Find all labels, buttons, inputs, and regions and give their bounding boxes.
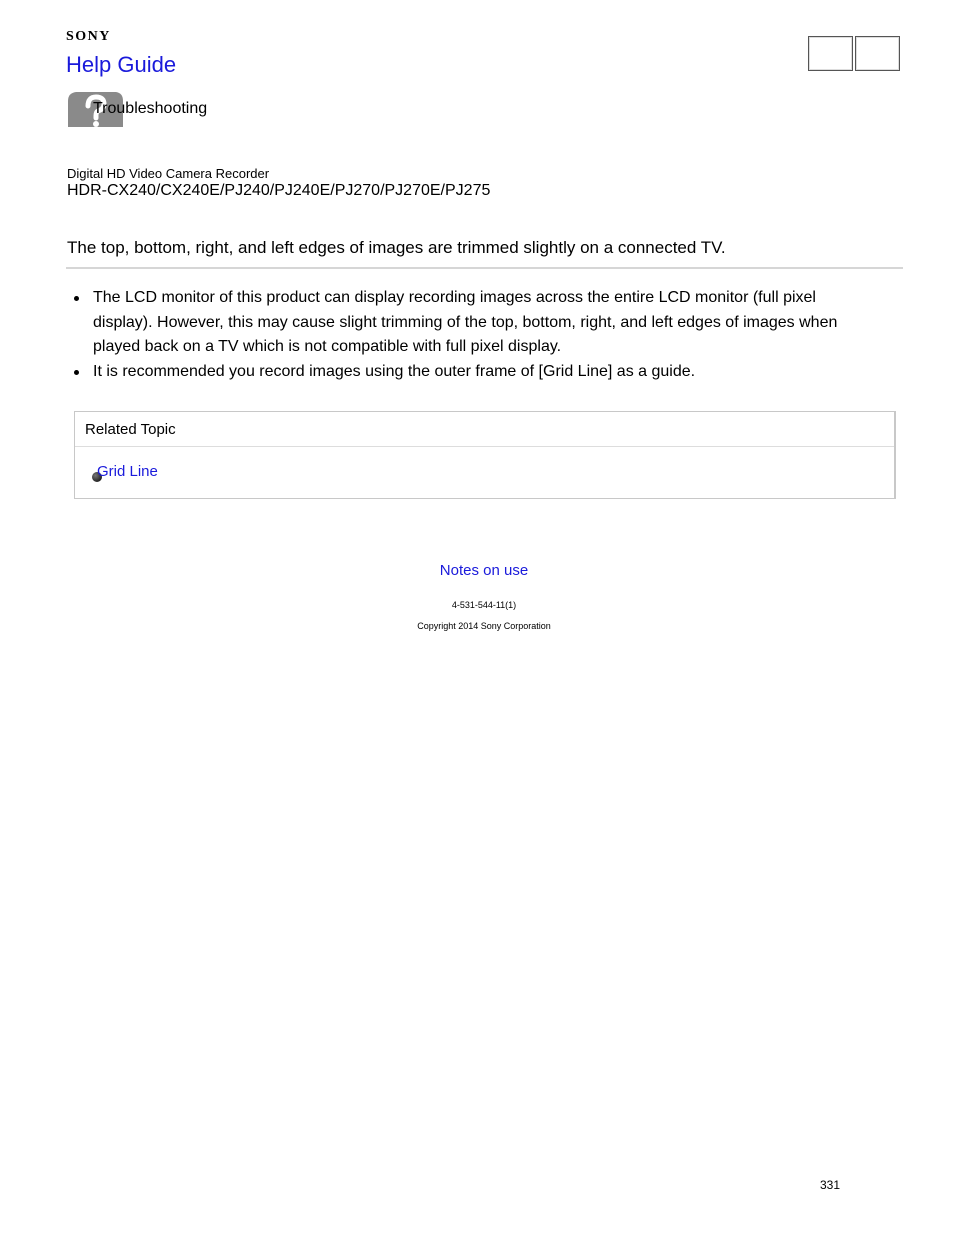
grid-line-link[interactable]: Grid Line bbox=[97, 463, 158, 480]
help-guide-link[interactable]: Help Guide bbox=[66, 52, 177, 77]
model-names: HDR-CX240/CX240E/PJ240/PJ240E/PJ270/PJ270E/PJ275 bbox=[67, 182, 491, 199]
copyright: Copyright 2014 Sony Corporation bbox=[417, 621, 551, 631]
notes-on-use-link[interactable]: Notes on use bbox=[439, 562, 529, 579]
page-number: 331 bbox=[820, 1178, 841, 1192]
title-divider bbox=[66, 267, 903, 269]
sony-logo: SONY bbox=[66, 29, 111, 44]
topic-bullets bbox=[67, 286, 877, 384]
document-number: 4-531-544-11(1) bbox=[451, 600, 517, 610]
list-item bbox=[67, 360, 877, 385]
bullet-dot-icon bbox=[74, 296, 79, 301]
topic-title: The top, bottom, right, and left edges of images are trimmed slightly on a connected TV. bbox=[67, 238, 726, 257]
category-label: Troubleshooting bbox=[93, 100, 208, 117]
nav-buttons bbox=[808, 36, 904, 73]
related-topic-box bbox=[74, 411, 896, 499]
product-type: Digital HD Video Camera Recorder bbox=[67, 166, 270, 181]
next-page-button[interactable] bbox=[855, 36, 900, 71]
list-item bbox=[67, 286, 877, 360]
prev-page-button[interactable] bbox=[808, 36, 853, 71]
related-topic-header: Related Topic bbox=[75, 412, 894, 447]
list-item-text: It is recommended you record images using the outer frame of [Grid Line] as a guide. bbox=[93, 362, 696, 380]
list-item-text: The LCD monitor of this product can display recording images across the entire LCD monitor (full pixel display). However, this may cause slight trimming of the top, bottom, right, and left edges of images when played back on a TV which is not compatible with full pixel display. bbox=[93, 289, 838, 355]
bullet-dot-icon bbox=[74, 370, 79, 375]
